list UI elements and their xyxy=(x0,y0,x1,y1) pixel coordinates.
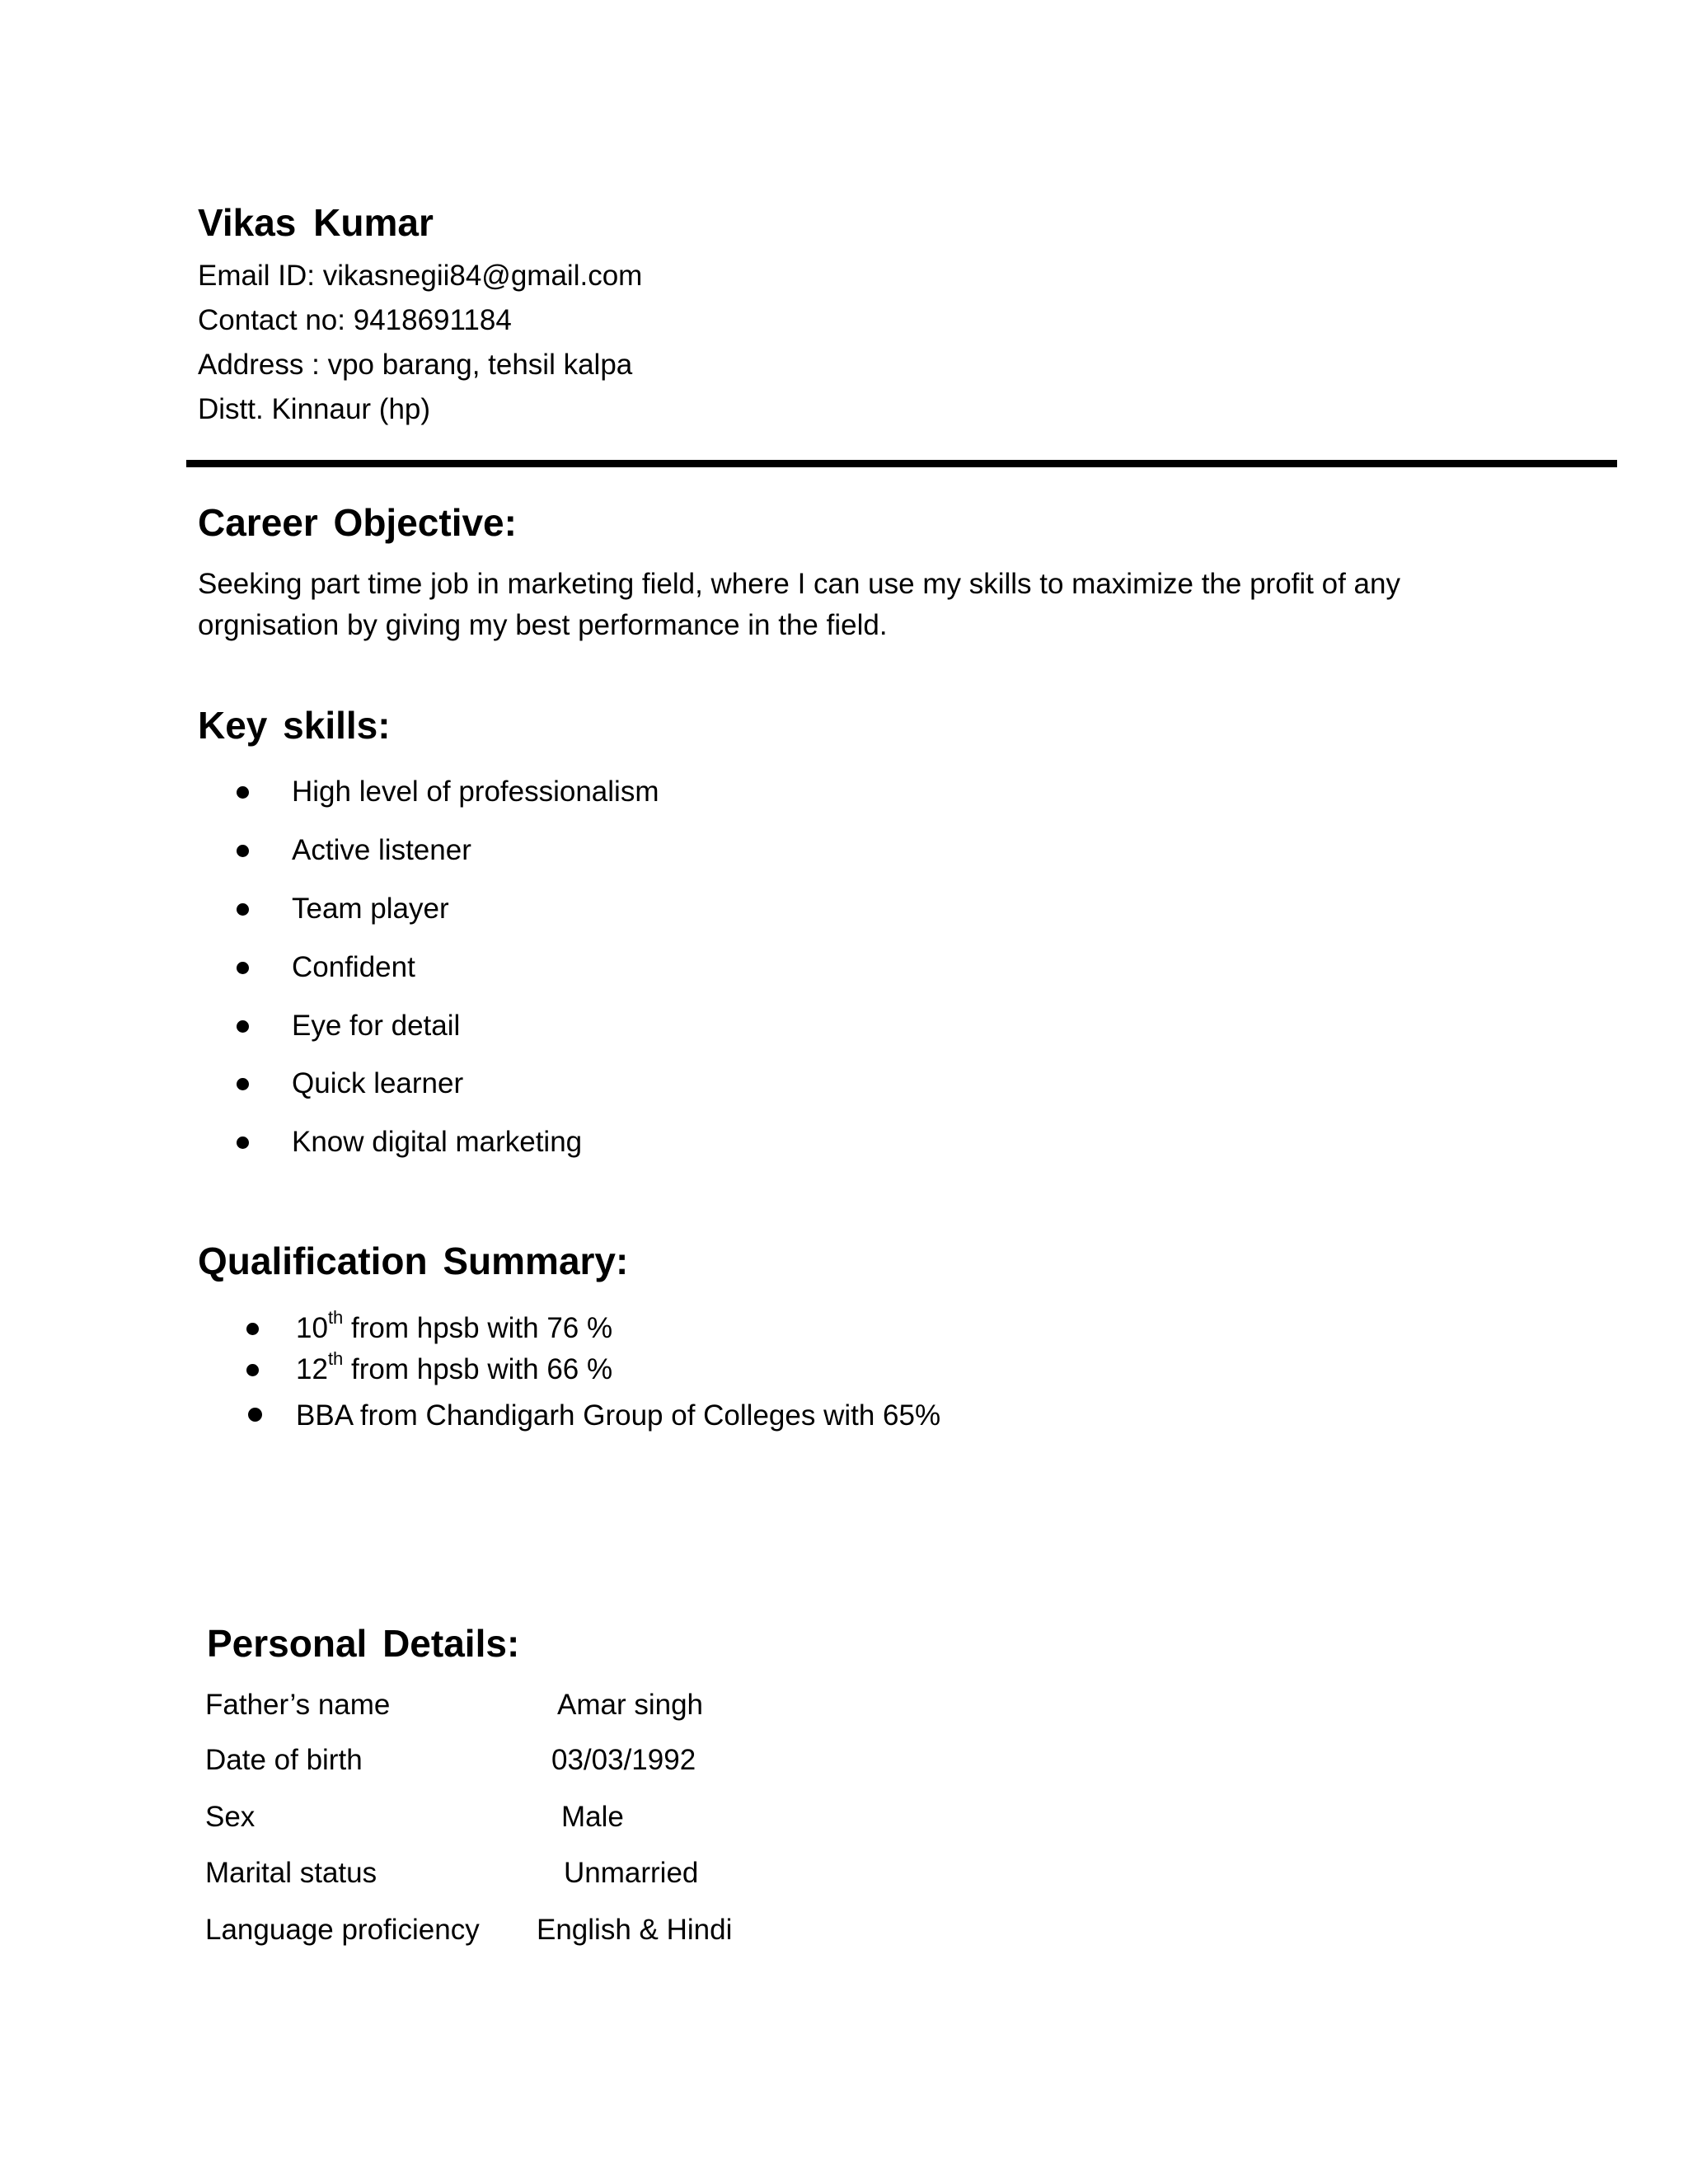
address-line-2: Distt. Kinnaur (hp) xyxy=(198,393,431,425)
skill-item: Know digital marketing xyxy=(292,1126,583,1158)
skill-item: High level of professionalism xyxy=(292,776,659,808)
bullet-icon xyxy=(237,903,249,916)
qualification-item xyxy=(296,1307,613,1347)
bullet-icon xyxy=(246,1323,259,1335)
key-skills-heading: Key skills: xyxy=(198,704,391,747)
detail-value-marital-status: Unmarried xyxy=(564,1857,699,1889)
detail-value-fathers-name: Amar singh xyxy=(557,1689,704,1721)
detail-label-sex: Sex xyxy=(205,1801,256,1833)
skill-item: Active listener xyxy=(292,834,471,866)
detail-value-sex: Male xyxy=(561,1801,624,1833)
skill-item: Eye for detail xyxy=(292,1010,461,1042)
detail-label-marital-status: Marital status xyxy=(205,1857,377,1889)
qualification-item xyxy=(296,1348,613,1389)
qualification-grade-suffix: th xyxy=(327,1307,344,1329)
header-divider xyxy=(186,460,1617,467)
career-objective-heading: Career Objective: xyxy=(198,501,517,544)
bullet-icon xyxy=(246,1364,259,1376)
bullet-icon xyxy=(237,845,249,857)
qualification-detail: from hpsb with 66 % xyxy=(343,1353,613,1385)
qualification-detail: from hpsb with 76 % xyxy=(343,1312,613,1344)
candidate-name: Vikas Kumar xyxy=(198,201,434,244)
email-line: Email ID: vikasnegii84@gmail.com xyxy=(198,260,643,292)
detail-value-language-proficiency: English & Hindi xyxy=(537,1914,733,1946)
detail-label-date-of-birth: Date of birth xyxy=(205,1744,363,1776)
skill-item: Quick learner xyxy=(292,1067,464,1099)
career-objective-line-2: orgnisation by giving my best performance in the field. xyxy=(198,609,888,641)
address-line-1: Address : vpo barang, tehsil kalpa xyxy=(198,349,633,381)
contact-line: Contact no: 9418691184 xyxy=(198,304,512,336)
bullet-icon xyxy=(237,1020,249,1033)
bullet-icon xyxy=(237,786,249,799)
detail-value-date-of-birth: 03/03/1992 xyxy=(551,1744,696,1776)
detail-label-fathers-name: Father’s name xyxy=(205,1689,391,1721)
detail-label-language-proficiency: Language proficiency xyxy=(205,1914,480,1946)
qualification-grade-suffix: th xyxy=(327,1348,344,1370)
career-objective-line-1: Seeking part time job in marketing field, where I can use my skills to maximize the profit of any xyxy=(198,568,1400,600)
bullet-icon xyxy=(237,1078,249,1090)
qualification-heading: Qualification Summary: xyxy=(198,1240,629,1282)
qualification-grade: 12 xyxy=(296,1353,328,1385)
skill-item: Confident xyxy=(292,951,415,983)
qualification-detail: BBA from Chandigarh Group of Colleges with 65% xyxy=(296,1399,941,1432)
bullet-icon xyxy=(237,962,249,974)
qualification-item xyxy=(296,1397,940,1435)
qualification-grade: 10 xyxy=(296,1312,328,1344)
bullet-icon xyxy=(248,1408,262,1422)
bullet-icon xyxy=(237,1137,249,1149)
skill-item: Team player xyxy=(292,893,449,925)
personal-details-heading: Personal Details: xyxy=(207,1622,520,1665)
